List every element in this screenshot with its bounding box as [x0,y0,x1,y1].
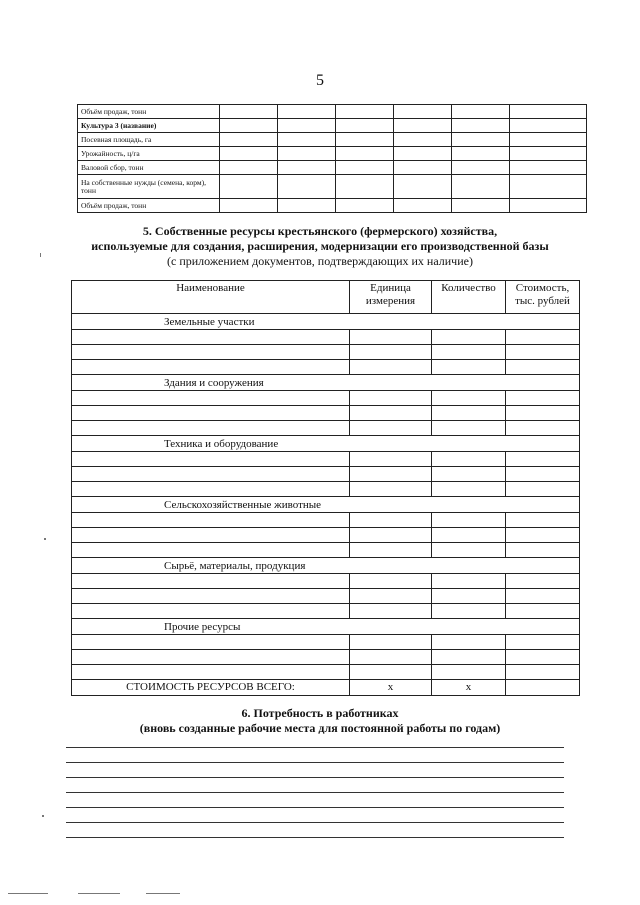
category-label: Техника и оборудование [72,436,580,452]
writing-line[interactable] [66,762,564,763]
resource-entry-cell[interactable] [506,665,580,680]
resource-entry-cell[interactable] [72,406,350,421]
scan-mark [40,253,41,257]
total-quantity: х [432,680,506,696]
resource-entry-cell[interactable] [72,528,350,543]
resource-entry-cell[interactable] [506,650,580,665]
crop-value-cell[interactable] [336,175,394,199]
table-row [78,147,587,161]
writing-line[interactable] [66,837,564,838]
table-row [72,452,580,467]
resource-entry-cell[interactable] [432,650,506,665]
resource-entry-cell[interactable] [72,421,350,436]
writing-line[interactable] [66,747,564,748]
crop-value-cell[interactable] [510,105,587,119]
crop-value-cell[interactable] [394,133,452,147]
crop-value-cell[interactable] [452,161,510,175]
resource-entry-cell[interactable] [432,604,506,619]
section-6-title-line2: (вновь созданные рабочие места для постоянной работы по годам) [139,721,501,735]
scan-mark [44,538,46,540]
header-cost: Стоимость, тыс. рублей [506,281,580,314]
section-6-heading [0,706,640,736]
crop-value-cell[interactable] [394,105,452,119]
resource-entry-cell[interactable] [506,482,580,497]
writing-line[interactable] [66,792,564,793]
writing-line[interactable] [66,822,564,823]
resource-entry-cell[interactable] [72,360,350,375]
scan-mark [146,893,180,894]
table-row [78,105,587,119]
crop-row-label: Культура 3 (название) [78,119,220,133]
resource-entry-cell[interactable] [432,391,506,406]
category-row [72,497,580,513]
crop-value-cell[interactable] [278,175,336,199]
resource-entry-cell[interactable] [350,345,432,360]
resource-entry-cell[interactable] [432,360,506,375]
category-row [72,436,580,452]
scan-mark [8,893,48,894]
resource-entry-cell[interactable] [350,421,432,436]
crop-value-cell[interactable] [278,119,336,133]
crop-value-cell[interactable] [452,105,510,119]
resource-entry-cell[interactable] [72,513,350,528]
resource-entry-cell[interactable] [506,604,580,619]
table-row [72,391,580,406]
resource-entry-cell[interactable] [350,452,432,467]
table-row [72,635,580,650]
resource-entry-cell[interactable] [432,421,506,436]
resource-entry-cell[interactable] [432,345,506,360]
resource-entry-cell[interactable] [506,452,580,467]
resource-entry-cell[interactable] [432,482,506,497]
category-row [72,375,580,391]
crop-value-cell[interactable] [336,147,394,161]
category-label: Сырьё, материалы, продукция [72,558,580,574]
table-row [72,360,580,375]
crop-row-label: Объём продаж, тонн [78,199,220,213]
resource-entry-cell[interactable] [350,543,432,558]
section-6-title-line1: 6. Потребность в работниках [241,706,399,720]
writing-line[interactable] [66,807,564,808]
crop-value-cell[interactable] [278,105,336,119]
crop-value-cell[interactable] [278,199,336,213]
crop-table [77,104,587,213]
resource-entry-cell[interactable] [72,604,350,619]
resource-entry-cell[interactable] [350,650,432,665]
table-row [72,421,580,436]
crop-value-cell[interactable] [510,199,587,213]
crop-value-cell[interactable] [510,175,587,199]
total-label: СТОИМОСТЬ РЕСУРСОВ ВСЕГО: [72,680,350,696]
section-5-title-line2: используемые для создания, расширения, модернизации его производственной базы [91,239,549,253]
resource-entry-cell[interactable] [506,574,580,589]
table-row [72,665,580,680]
header-unit: Единица измерения [350,281,432,314]
crop-row-label: Объём продаж, тонн [78,105,220,119]
category-row [72,314,580,330]
table-row [72,528,580,543]
category-label: Земельные участки [72,314,580,330]
resource-entry-cell[interactable] [72,482,350,497]
resource-entry-cell[interactable] [72,330,350,345]
crop-value-cell[interactable] [510,133,587,147]
crop-value-cell[interactable] [394,175,452,199]
table-row [72,513,580,528]
resource-entry-cell[interactable] [350,330,432,345]
category-row [72,619,580,635]
table-row [78,161,587,175]
crop-value-cell[interactable] [220,147,278,161]
crop-value-cell[interactable] [452,175,510,199]
section-5-heading [0,224,640,269]
resource-entry-cell[interactable] [350,360,432,375]
total-cost-cell[interactable] [506,680,580,696]
crop-value-cell[interactable] [394,147,452,161]
crop-value-cell[interactable] [394,161,452,175]
resource-entry-cell[interactable] [72,574,350,589]
table-row [72,650,580,665]
table-row [78,119,587,133]
crop-value-cell[interactable] [220,133,278,147]
total-row [72,680,580,696]
resource-entry-cell[interactable] [432,513,506,528]
crop-row-label: Валовой сбор, тонн [78,161,220,175]
resource-entry-cell[interactable] [72,452,350,467]
category-label: Прочие ресурсы [72,619,580,635]
resource-entry-cell[interactable] [350,467,432,482]
crop-value-cell[interactable] [278,133,336,147]
crop-value-cell[interactable] [220,161,278,175]
crop-value-cell[interactable] [336,199,394,213]
resource-entry-cell[interactable] [350,391,432,406]
resource-entry-cell[interactable] [350,528,432,543]
resource-entry-cell[interactable] [506,589,580,604]
section-5-subtitle: (с приложением документов, подтверждающих их наличие) [167,254,473,268]
table-header-row [72,281,580,314]
section-5-title-line1: 5. Собственные ресурсы крестьянского (фермерского) хозяйства, [142,224,498,238]
scan-mark [78,893,120,894]
resource-entry-cell[interactable] [432,665,506,680]
resource-entry-cell[interactable] [506,406,580,421]
crop-value-cell[interactable] [336,105,394,119]
resource-entry-cell[interactable] [350,635,432,650]
table-row [72,345,580,360]
resource-entry-cell[interactable] [506,421,580,436]
crop-value-cell[interactable] [278,147,336,161]
resource-entry-cell[interactable] [432,543,506,558]
resource-entry-cell[interactable] [432,528,506,543]
crop-value-cell[interactable] [336,133,394,147]
resource-entry-cell[interactable] [506,635,580,650]
crop-value-cell[interactable] [452,133,510,147]
scan-mark [42,815,44,817]
resource-entry-cell[interactable] [432,330,506,345]
resource-entry-cell[interactable] [506,330,580,345]
crop-row-label: На собственные нужды (семена, корм), тонн [78,175,220,199]
table-row [72,467,580,482]
resources-table [71,280,580,696]
table-row [72,406,580,421]
category-label: Сельскохозяйственные животные [72,497,580,513]
resource-entry-cell[interactable] [506,528,580,543]
writing-line[interactable] [66,777,564,778]
table-row [78,199,587,213]
category-label: Здания и сооружения [72,375,580,391]
crop-value-cell[interactable] [510,119,587,133]
resource-entry-cell[interactable] [506,345,580,360]
crop-value-cell[interactable] [220,199,278,213]
resource-entry-cell[interactable] [506,391,580,406]
resource-entry-cell[interactable] [432,574,506,589]
resource-entry-cell[interactable] [350,574,432,589]
table-row [72,482,580,497]
category-row [72,558,580,574]
resource-entry-cell[interactable] [506,467,580,482]
resource-entry-cell[interactable] [350,665,432,680]
table-row [72,543,580,558]
crop-row-label: Урожайность, ц/га [78,147,220,161]
table-row [72,604,580,619]
header-name: Наименование [72,281,350,314]
resource-entry-cell[interactable] [72,635,350,650]
table-row [78,133,587,147]
crop-value-cell[interactable] [220,119,278,133]
resource-entry-cell[interactable] [72,650,350,665]
resource-entry-cell[interactable] [72,589,350,604]
resource-entry-cell[interactable] [432,406,506,421]
table-row [72,589,580,604]
resource-entry-cell[interactable] [432,635,506,650]
resource-entry-cell[interactable] [72,467,350,482]
crop-value-cell[interactable] [452,119,510,133]
resource-entry-cell[interactable] [506,543,580,558]
resource-entry-cell[interactable] [72,543,350,558]
resource-entry-cell[interactable] [72,665,350,680]
table-row [72,330,580,345]
crop-value-cell[interactable] [220,175,278,199]
resource-entry-cell[interactable] [432,467,506,482]
table-row [78,175,587,199]
crop-value-cell[interactable] [452,199,510,213]
resource-entry-cell[interactable] [350,406,432,421]
table-row [72,574,580,589]
crop-value-cell[interactable] [452,147,510,161]
crop-row-label: Посевная площадь, га [78,133,220,147]
resource-entry-cell[interactable] [72,345,350,360]
crop-value-cell[interactable] [278,161,336,175]
resource-entry-cell[interactable] [506,360,580,375]
crop-value-cell[interactable] [394,119,452,133]
crop-value-cell[interactable] [220,105,278,119]
page-number: 5 [316,72,324,89]
resource-entry-cell[interactable] [350,513,432,528]
resource-entry-cell[interactable] [350,604,432,619]
crop-value-cell[interactable] [336,161,394,175]
header-quantity: Количество [432,281,506,314]
crop-value-cell[interactable] [394,199,452,213]
crop-value-cell[interactable] [510,161,587,175]
resource-entry-cell[interactable] [432,452,506,467]
total-unit: х [350,680,432,696]
resource-entry-cell[interactable] [506,513,580,528]
resource-entry-cell[interactable] [72,391,350,406]
crop-value-cell[interactable] [510,147,587,161]
resource-entry-cell[interactable] [350,482,432,497]
resource-entry-cell[interactable] [350,589,432,604]
resource-entry-cell[interactable] [432,589,506,604]
crop-value-cell[interactable] [336,119,394,133]
